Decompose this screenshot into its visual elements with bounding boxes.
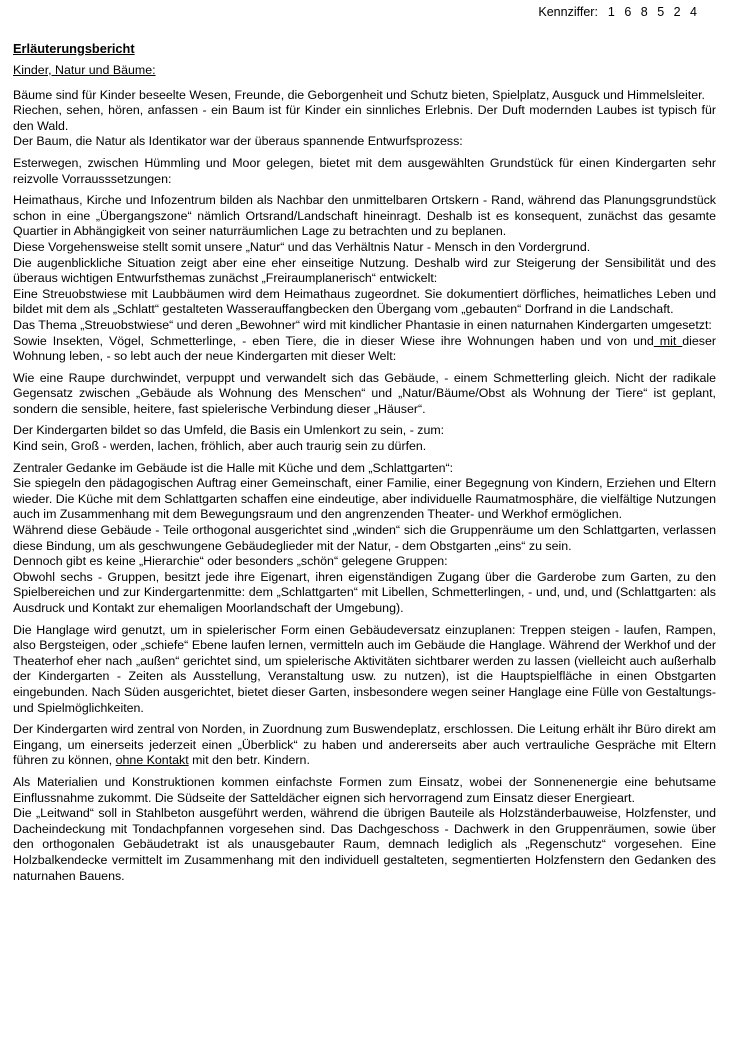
kennziffer-label: Kennziffer:	[538, 5, 598, 19]
kennziffer-number: 1 6 8 5 2 4	[607, 5, 700, 19]
paragraph: Während diese Gebäude - Teile orthogonal ausgerichtet sind „winden“ sich die Gruppenräume um den Schlattgarten, verlassen diese Bindung, um als geschwungene Gebäudeglieder mit der Natur, - dem Obstgarten „eins“ zu sein.	[13, 523, 716, 553]
paragraph: Als Materialien und Konstruktionen kommen einfachste Formen zum Einsatz, wobei der Sonnenenergie eine behutsame Einflussnahme zukommt. Die Südseite der Satteldächer eignen sich hervorragend zum Einsatz dieser Energieart.	[13, 774, 716, 805]
paragraph-block-1	[13, 88, 716, 150]
paragraph: Wie eine Raupe durchwindet, verpuppt und verwandelt sich das Gebäude, - einem Schmetterling gleich. Nicht der radikale Gegensatz zwischen „Gebäude als Wohnung des Menschen“ und „Natur/Bäume/Obst als Wohnung der Tiere“ ist geplant, sondern die sensible, heitere, fast spielerische Verbindung dieser „Häuser“.	[13, 370, 716, 416]
paragraph: Eine Streuobstwiese mit Laubbäumen wird dem Heimathaus zugeordnet. Sie dokumentiert dörfliches, heimatliches Leben und bildet mit dem als „Schlatt“ gestalteten Wasserauffangbecken den Übergang vom „gebauten“ Dorfrand in die Landschaft.	[13, 286, 716, 317]
paragraph-block-8	[13, 722, 716, 769]
paragraph: Dennoch gibt es keine „Hierarchie“ oder besonders „schön“ gelegene Gruppen:	[13, 554, 448, 569]
paragraph: Die „Leitwand“ soll in Stahlbeton ausgeführt werden, während die übrigen Bauteile als Holzständerbauweise, Holzfenster, und Dacheindeckung mit Tondachpfannen vorgesehen sind. Das Dachgeschoss - Dachwerk in den Gruppenräumen, sowie über den orthogonalen Gebäudetrakt ist als unausgebauter Raum, demnach lediglich als „Regenschutz“ vorgesehen. Eine Holzbalkendecke vermittelt im Zusammenhang mit den individuell gestalteten, segmentierten Holzfenstern den Gedanken des naturnahen Bauens.	[13, 806, 716, 883]
kennziffer-line	[13, 4, 716, 20]
paragraph: Heimathaus, Kirche und Infozentrum bilden als Nachbar den unmittelbaren Ortskern - Rand, während das Planungsgrundstück schon in eine „Übergangszone“ nämlich Ortsrand/Landschaft hineinragt. Deshalb ist es konsequent, zunächst das gesamte Quartier in Abhängigkeit von seiner naturräumlichen Lage zu betrachten und zu beplanen.	[13, 193, 716, 239]
paragraph: Riechen, sehen, hören, anfassen - ein Baum ist für Kinder ein sinnliches Erlebnis. Der Duft modernden Laubes ist typisch für den Wald.	[13, 103, 716, 133]
paragraph-block-3	[13, 193, 716, 365]
paragraph-block-6	[13, 461, 716, 617]
underlined-word: mit	[653, 333, 683, 348]
underlined-word: ohne Kontakt	[115, 753, 189, 768]
paragraph: Der Baum, die Natur als Identikator war der überaus spannende Entwurfsprozess:	[13, 134, 463, 149]
paragraph: Diese Vorgehensweise stellt somit unsere „Natur“ und das Verhältnis Natur - Mensch in den Vordergrund.	[13, 239, 591, 254]
paragraph-block-4	[13, 371, 716, 418]
paragraph-block-9	[13, 775, 716, 884]
paragraph: Kind sein, Groß - werden, lachen, fröhlich, aber auch traurig sein zu dürfen.	[13, 439, 427, 454]
paragraph: Obwohl sechs - Gruppen, besitzt jede ihre Eigenart, ihren eigenständigen Zugang über die Garderobe zum Garten, zu den Spielbereichen und zur Kindergartenmitte: dem „Schlattgarten“ mit Libellen, Schmetterlingen, - und, und, und (Schlattgarten: als Ausdruck und Kontakt zur ehemaligen Moorlandschaft der Umgebung).	[13, 569, 716, 615]
paragraph-block-5	[13, 423, 716, 454]
paragraph: Sie spiegeln den pädagogischen Auftrag einer Gemeinschaft, einer Familie, einer Begegnung von Kindern, Erziehen und Eltern wieder. Die Küche mit dem Schlattgarten schaffen eine eindeutige, aber individuelle Raumatmosphäre, die vielfältige Nutzungen auch im Zusammenhang mit dem Bewegungsraum und den angrenzenden Theater- und Werkhof ermöglichen.	[13, 476, 716, 522]
paragraph: Esterwegen, zwischen Hümmling und Moor gelegen, bietet mit dem ausgewählten Grundstück für einen Kindergarten sehr reizvolle Vorrausssetzungen:	[13, 155, 716, 186]
paragraph: Der Kindergarten wird zentral von Norden, in Zuordnung zum Buswendeplatz, erschlossen. Die Leitung erhält ihr Büro direkt am Eingang, um einerseits jederzeit einen „Überblick“ zu haben und andererseits aber auch vertrauliche Gespräche mit Eltern führen zu können, ohne Kontakt mit den betr. Kindern.	[13, 722, 716, 768]
paragraph: Sowie Insekten, Vögel, Schmetterlinge, - eben Tiere, die in dieser Wiese ihre Wohnungen haben und von und mit dieser Wohnung leben, - so lebt auch der neue Kindergarten mit dieser Welt:	[13, 333, 716, 364]
paragraph: Das Thema „Streuobstwiese“ und deren „Bewohner“ wird mit kindlicher Phantasie in einen naturnahen Kindergarten umgesetzt:	[13, 317, 712, 332]
document-title: Erläuterungsbericht	[13, 41, 135, 56]
paragraph: Die augenblickliche Situation zeigt aber eine eher einseitige Nutzung. Deshalb wird zur Steigerung der Sensibilität und des überaus wichtigen Entwurfsthemas zunächst „Freiraumplanerisch“ entwickelt:	[13, 255, 716, 286]
paragraph: Bäume sind für Kinder beseelte Wesen, Freunde, die Geborgenheit und Schutz bieten, Spielplatz, Ausguck und Himmelsleiter.	[13, 87, 705, 102]
paragraph-block-2	[13, 156, 716, 187]
paragraph: Der Kindergarten bildet so das Umfeld, die Basis ein Umlenkort zu sein, - zum:	[13, 423, 445, 438]
section-subtitle: Kinder, Natur und Bäume:	[13, 63, 156, 77]
paragraph: Zentraler Gedanke im Gebäude ist die Halle mit Küche und dem „Schlattgarten“:	[13, 460, 454, 475]
paragraph: Die Hanglage wird genutzt, um in spielerischer Form einen Gebäudeversatz einzuplanen: Treppen steigen - laufen, Rampen, also Bergsteigen, oder „schiefe“ Ebene laufen lernen, vermitteln auch im Gebäude die Hanglage. Während der Werkhof und der Theaterhof eher nach „außen“ gerichtet sind, um spielerische Aktivitäten sichtbarer werden zu lassen (vielleicht auch außerhalb der Kindergarten - Zeiten als Ausstellung, Veranstaltung usw. zu nutzen), ist die Hauptspielfläche in einen Obstgarten eingebunden. Nach Süden ausgerichtet, bietet dieser Garten, insbesondere wegen seiner Hanglage eine Fülle von Gestaltungs- und Spielmöglichkeiten.	[13, 622, 716, 715]
paragraph-block-7	[13, 623, 716, 717]
